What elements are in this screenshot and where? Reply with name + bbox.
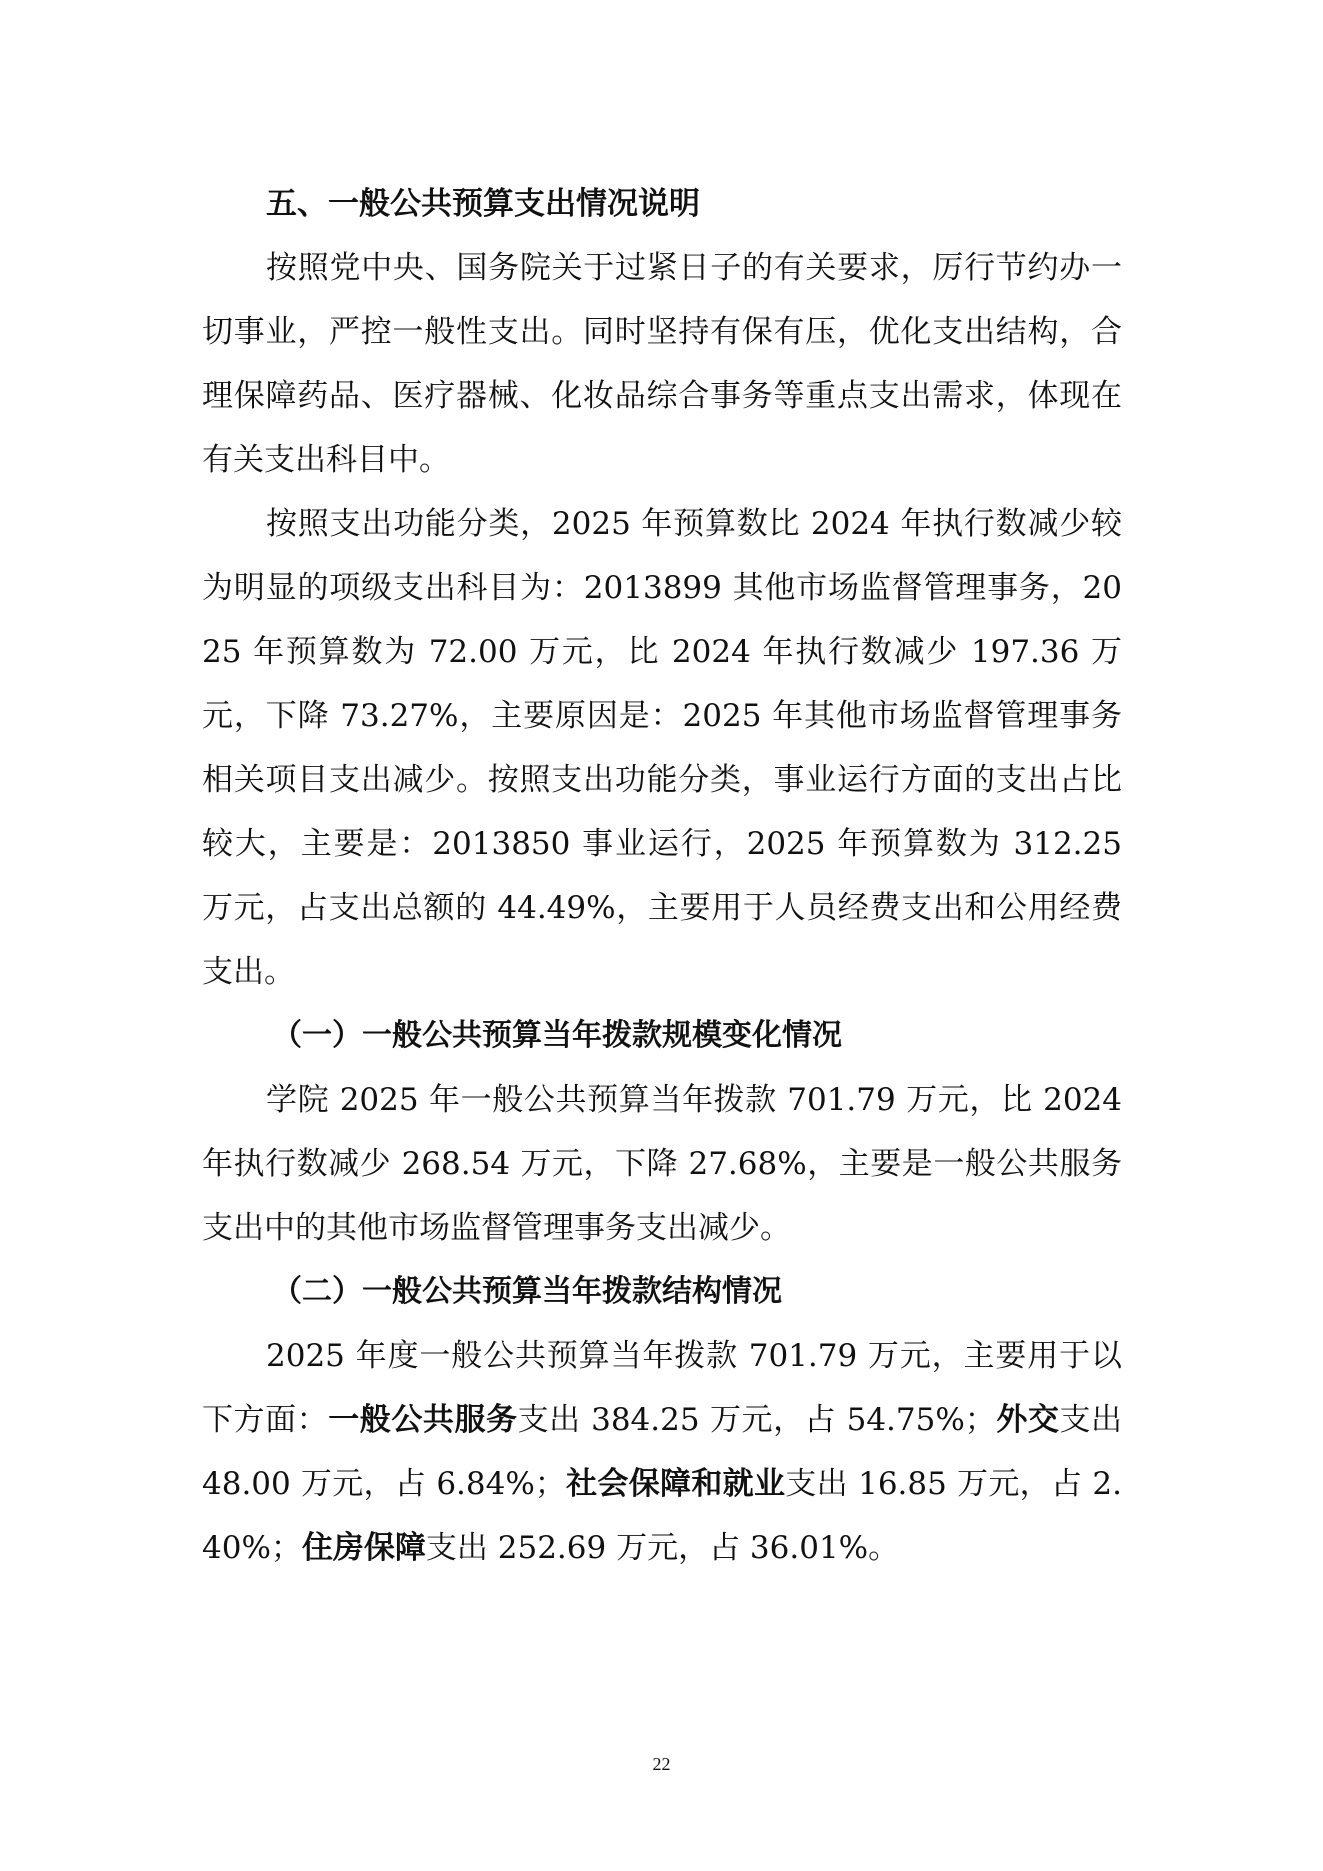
subsection-2-intro: 2025 年度一般公共预算当年拨款 701.79 万元，主要用于以下方面： <box>202 1338 1122 1438</box>
category-text-social-security: 支出 16.85 万元，占 2.40%； <box>202 1466 1123 1566</box>
section-paragraph-functional-classification: 按照支出功能分类，2025 年预算数比 2024 年执行数减少较为明显的项级支出科目为：2013899 其他市场监督管理事务，2025 年预算数为 72.00 万元，比 2024 年执行数减少 197.36 万元，下降 73.27%，主要原因是：2025 年其他市场监督管理事务相关项目支出减少。按照支出功能分类，事业运行方面的支出占比较大，主要是：2013850 事业运行，2025 年预算数为 312.25 万元，占支出总额的 44.49%，主要用于人员经费支出和公用经费支出。 <box>202 506 1122 990</box>
category-name-housing-security: 住房保障 <box>301 1530 426 1566</box>
category-name-diplomacy: 外交 <box>995 1402 1060 1438</box>
category-name-general-public-services: 一般公共服务 <box>328 1402 518 1438</box>
section-paragraph-austerity: 按照党中央、国务院关于过紧日子的有关要求，厉行节约办一切事业，严控一般性支出。同时坚持有保有压，优化支出结构，合理保障药品、医疗器械、化妆品综合事务等重点支出需求，体现在有关支出科目中。 <box>202 250 1122 478</box>
section-title: 五、一般公共预算支出情况说明 <box>266 186 700 222</box>
category-text-housing-security: 支出 252.69 万元，占 36.01%。 <box>425 1530 900 1566</box>
category-text-general-public-services: 支出 384.25 万元，占 54.75%； <box>517 1402 996 1438</box>
page-number: 22 <box>652 1754 671 1774</box>
page-content <box>202 172 1122 1580</box>
subsection-1-paragraph: 学院 2025 年一般公共预算当年拨款 701.79 万元，比 2024 年执行数减少 268.54 万元，下降 27.68%，主要是一般公共服务支出中的其他市场监督管理事务支出减少。 <box>202 1082 1122 1246</box>
subsection-1-title: （一）一般公共预算当年拨款规模变化情况 <box>272 1018 842 1053</box>
category-text-diplomacy: 支出 48.00 万元，占 6.84%； <box>202 1402 1123 1502</box>
subsection-2-title: （二）一般公共预算当年拨款结构情况 <box>272 1274 782 1309</box>
subsection-2-paragraph <box>202 1324 1122 1580</box>
category-name-social-security: 社会保障和就业 <box>565 1466 786 1502</box>
